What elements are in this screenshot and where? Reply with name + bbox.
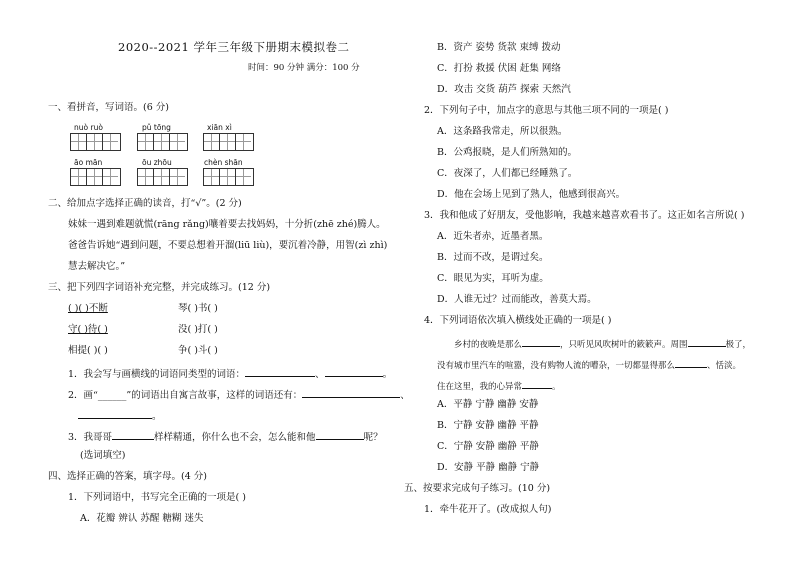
q2-passage-line: 爸爸告诉她“遇到问题，不要总想着开溜(liū liù)，要沉着冷静，用智(zì zhì) [68, 240, 388, 251]
answer-blank[interactable] [316, 430, 364, 440]
r-q4-passage-line [437, 358, 741, 371]
option-a[interactable]: A．近朱者赤，近墨者黑。 [437, 231, 549, 242]
writing-grid[interactable] [203, 133, 254, 151]
writing-grid[interactable] [70, 168, 121, 186]
passage-text: ，只听见风吹树叶的簌簌声。周围 [560, 340, 688, 350]
option-b[interactable]: B．资产 姿势 货款 束缚 拨动 [437, 42, 561, 53]
answer-blank[interactable] [325, 367, 383, 377]
answer-blank[interactable] [245, 367, 315, 377]
option-b[interactable]: B．宁静 安静 幽静 平静 [437, 420, 539, 431]
r-q2-stem: 2．下列句子中，加点字的意思与其他三项不同的一项是( ) [424, 105, 669, 116]
passage-text: 极了， [725, 340, 752, 350]
q5-heading: 五、按要求完成句子练习。(10 分) [404, 483, 551, 494]
passage-text: 乡村的夜晚是那么 [454, 340, 523, 350]
pinyin-label: āo mān [74, 158, 103, 167]
option-d[interactable]: D．安静 平静 幽静 宁静 [437, 462, 540, 473]
passage-text: 、恬淡。 [707, 361, 742, 371]
q3-sub3-text: 呢？ [363, 432, 383, 443]
q3-sub2-text: 2．画“______”的词语出自寓言故事，这样的词语还有： [68, 390, 303, 401]
q2-passage-line: 慧去解决它。” [68, 261, 126, 272]
passage-text: 住在这里，我的心异常 [437, 382, 523, 392]
option-d[interactable]: D．他在会场上见到了熟人，他感到很高兴。 [437, 189, 626, 200]
q3-sub2-cont [78, 409, 162, 422]
q3-sub3 [68, 430, 383, 443]
answer-blank[interactable] [675, 358, 707, 368]
q3-sub1 [68, 367, 392, 380]
option-a[interactable]: A．这条路我常走，所以很熟。 [437, 126, 568, 137]
q4-stem: 1．下列词语中，书写完全正确的一项是( ) [68, 492, 246, 503]
q3-heading: 三、把下列四字词语补充完整，并完成练习。(12 分) [48, 282, 271, 293]
idiom-blank[interactable]: 争( )斗( ) [178, 345, 218, 356]
q3-sub3-text: 样样精通，你什么也不会，怎么能和他 [154, 432, 316, 443]
q3-sub2 [68, 388, 410, 401]
answer-blank[interactable] [112, 430, 154, 440]
q5-sub1: 1．牵牛花开了。(改成拟人句) [424, 504, 552, 515]
q2-passage-line: 妹妹一遇到难题就慌(rāng rǎng)嚷着要去找妈妈，十分折(zhē zhé)腾人。 [68, 219, 386, 230]
q3-note: (选词填空) [80, 450, 126, 461]
option-a[interactable]: A．平静 宁静 幽静 安静 [437, 399, 539, 410]
answer-blank[interactable] [522, 337, 560, 347]
option-c[interactable]: C．夜深了，人们都已经睡熟了。 [437, 168, 578, 179]
punct: 。 [382, 369, 393, 380]
q3-sub3-text: 3．我哥哥 [68, 432, 113, 443]
answer-blank[interactable] [302, 388, 400, 398]
writing-grid[interactable] [203, 168, 254, 186]
r-q4-passage-line [454, 337, 751, 350]
passage-text: 没有城市里汽车的喧嚣，没有购物人流的嘈杂，一切都显得那么 [437, 361, 676, 371]
q1-heading: 一、看拼音，写词语。(6 分) [48, 102, 169, 113]
option-d[interactable]: D．人谁无过？过而能改，善莫大焉。 [437, 294, 597, 305]
idiom-blank[interactable]: ( )( )不断 [68, 303, 108, 314]
pinyin-label: ōu zhōu [142, 158, 172, 167]
page-title: 2020--2021 学年三年级下册期末模拟卷二 [118, 40, 350, 54]
option-a[interactable]: A．花瓣 辨认 苏醒 糖糊 迷失 [80, 513, 204, 524]
r-q3-stem: 3．我和他成了好朋友，受他影响，我越来越喜欢看书了。这正如名言所说( ) [424, 210, 745, 221]
punct: 。 [152, 411, 162, 422]
punct: 、 [315, 369, 325, 380]
answer-blank[interactable] [78, 409, 152, 419]
r-q4-stem: 4．下列词语依次填入横线处正确的一项是( ) [424, 315, 612, 326]
option-c[interactable]: C．眼见为实，耳听为虚。 [437, 273, 549, 284]
pinyin-label: pǔ tōng [142, 123, 171, 132]
idiom-blank[interactable]: 没( )打( ) [178, 324, 218, 335]
idiom-blank[interactable]: 相提( )( ) [68, 345, 108, 356]
writing-grid[interactable] [137, 133, 188, 151]
q3-sub1-text: 1．我会写与画横线的词语同类型的词语： [68, 369, 246, 380]
pinyin-label: nuò ruò [74, 123, 103, 132]
punct: 、 [400, 390, 410, 401]
exam-meta: 时间：90 分钟 满分：100 分 [248, 63, 360, 73]
writing-grid[interactable] [137, 168, 188, 186]
option-b[interactable]: B．过而不改，是谓过矣。 [437, 252, 549, 263]
q4-heading: 四、选择正确的答案，填字母。(4 分) [48, 471, 207, 482]
writing-grid[interactable] [70, 133, 121, 151]
option-c[interactable]: C．打扮 救援 伏困 赶集 网络 [437, 63, 561, 74]
idiom-blank[interactable]: 守( )待( ) [68, 324, 108, 335]
option-d[interactable]: D．攻击 交货 葫芦 探索 天然汽 [437, 84, 571, 95]
answer-blank[interactable] [522, 379, 552, 389]
q2-heading: 二、给加点字选择正确的读音，打“√”。(2 分) [48, 198, 242, 209]
pinyin-label: xiān xì [207, 123, 232, 132]
pinyin-label: chèn shān [204, 158, 243, 167]
idiom-blank[interactable]: 琴( )书( ) [178, 303, 218, 314]
option-c[interactable]: C．宁静 安静 幽静 平静 [437, 441, 539, 452]
option-b[interactable]: B．公鸡报晓，是人们所熟知的。 [437, 147, 577, 158]
answer-blank[interactable] [688, 337, 726, 347]
passage-text: 。 [552, 382, 561, 392]
r-q4-passage-line [437, 379, 561, 392]
